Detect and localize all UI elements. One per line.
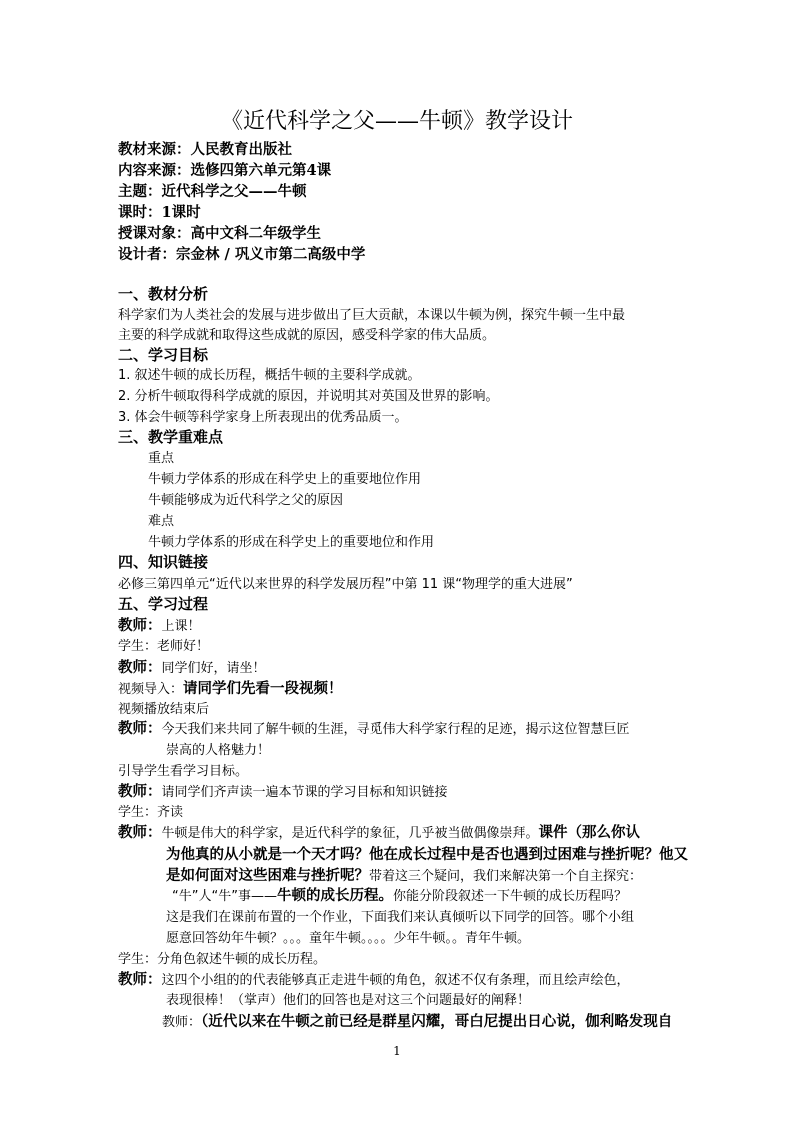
- dialogue-continuation: 崇高的人格魅力！: [166, 743, 271, 758]
- key-point-2: 牛顿能够成为近代科学之父的原因: [148, 493, 344, 508]
- dialogue-continuation: [172, 884, 627, 905]
- section-heading-5: 五、学习过程: [118, 595, 209, 613]
- dialogue-text: 这四个小组的的代表能够真正走进牛顿的角色，叙述不仅有条理，而且绘声绘色，: [161, 973, 630, 988]
- speaker-student: 学生：: [118, 639, 158, 654]
- dialogue-text: 老师好！: [157, 639, 210, 654]
- meta-designer: 设计者：宗金林 / 巩义市第二高级中学: [118, 246, 366, 263]
- video-end-line: 视频播放结束后: [118, 702, 210, 717]
- dialogue-line: [162, 1010, 672, 1031]
- meta-theme: 主题：近代科学之父——牛顿: [118, 183, 307, 200]
- dialogue-text: 同学们好，请坐！: [161, 661, 266, 676]
- video-prefix: 视频导入：: [118, 682, 184, 697]
- meta-source: 教材来源：人民教育出版社: [118, 141, 292, 158]
- section-heading-4: 四、知识链接: [118, 553, 209, 571]
- dialogue-line: [118, 968, 630, 989]
- dialogue-continuation: 愿意回答幼年牛顿？。。。童年牛顿。。。。少年牛顿。。青年牛顿。: [166, 931, 531, 946]
- objective-item-2: 2. 分析牛顿取得科学成就的原因，并说明其对英国及世界的影响。: [118, 389, 499, 404]
- meta-audience: 授课对象：高中文科二年级学生: [118, 225, 321, 242]
- dialogue-text: 分角色叙述牛顿的成长历程。: [157, 952, 327, 967]
- dialogue-line: [118, 717, 630, 738]
- dialogue-continuation: 这是我们在课前布置的一个作业，下面我们来认真倾听以下同学的回答。哪个小组: [166, 910, 635, 925]
- dialogue-line: [118, 780, 448, 801]
- speaker-teacher: 教师：: [118, 825, 162, 841]
- section-heading-1: 一、教材分析: [118, 285, 209, 303]
- dialogue-line: [118, 801, 183, 820]
- section-heading-2: 二、学习目标: [118, 346, 209, 364]
- key-label: 重点: [148, 451, 175, 466]
- objective-item-3: 3. 体会牛顿等科学家身上所表现出的优秀品质一。: [118, 410, 408, 425]
- dialogue-text: 上课！: [161, 619, 201, 634]
- video-bold-text: 请同学们先看一段视频！: [183, 681, 343, 697]
- guide-line: 引导学生看学习目标。: [118, 764, 249, 779]
- speaker-teacher: 教师：: [118, 618, 162, 634]
- meta-hours: 课时：1课时: [118, 204, 201, 221]
- dialogue-line: [118, 948, 326, 967]
- speaker-teacher: 教师：: [118, 784, 162, 800]
- hard-label: 难点: [148, 514, 175, 529]
- dialogue-line: [118, 656, 266, 677]
- dialogue-bold-text: 牛顿的成长历程。: [276, 888, 393, 904]
- dialogue-continuation: [166, 864, 642, 885]
- dialogue-line: [118, 614, 201, 635]
- key-point-1: 牛顿力学体系的形成在科学史上的重要地位作用: [148, 472, 422, 487]
- page-number: 1: [393, 1044, 401, 1058]
- document-title: 《近代科学之父——牛顿》教学设计: [220, 109, 573, 134]
- video-intro-line: [118, 677, 343, 698]
- dialogue-line: [118, 821, 640, 842]
- speaker-teacher-plain: 教师：: [162, 1015, 202, 1030]
- dialogue-continuation: 表现很棒！（掌声）他们的回答也是对这三个问题最好的阐释！: [166, 993, 531, 1008]
- dialogue-continuation: 为他真的从小就是一个天才吗？他在成长过程中是否也遇到过困难与挫折呢？他又: [166, 847, 688, 863]
- dialogue-bold-text: （近代以来在牛顿之前已经是群星闪耀，哥白尼提出日心说，伽利略发现自: [201, 1014, 673, 1030]
- dialogue-text: 今天我们来共同了解牛顿的生涯，寻觅伟大科学家行程的足迹，揭示这位智慧巨匠: [161, 722, 630, 737]
- speaker-teacher: 教师：: [118, 660, 162, 676]
- speaker-teacher: 教师：: [118, 721, 162, 737]
- speaker-student: 学生：: [118, 952, 158, 967]
- dialogue-line: [118, 635, 209, 654]
- sec1-line-2: 主要的科学成就和取得这些成就的原因，感受科学家的伟大品质。: [118, 328, 496, 343]
- dialogue-text: 你能分阶段叙述一下牛顿的成长历程吗？: [392, 889, 627, 904]
- sec1-line-1: 科学家们为人类社会的发展与进步做出了巨大贡献，本课以牛顿为例，探究牛顿一生中最: [118, 308, 626, 323]
- dialogue-text: 请同学们齐声读一遍本节课的学习目标和知识链接: [161, 785, 448, 800]
- dialogue-text: “牛”人“牛”事——: [172, 889, 277, 904]
- objective-item-1: 1. 叙述牛顿的成长历程，概括牛顿的主要科学成就。: [118, 368, 421, 383]
- hard-point-1: 牛顿力学体系的形成在科学史上的重要地位和作用: [148, 535, 435, 550]
- dialogue-text: 带着这三个疑问，我们来解决第一个自主探究：: [369, 869, 643, 884]
- dialogue-text: 齐读: [157, 805, 184, 820]
- speaker-teacher: 教师：: [118, 972, 162, 988]
- section-heading-3: 三、教学重难点: [118, 428, 224, 446]
- meta-content-source: 内容来源：选修四第六单元第4课: [118, 162, 332, 179]
- knowledge-link-line: 必修三第四单元“近代以来世界的科学发展历程”中第 11 课“物理学的重大进展”: [118, 577, 573, 592]
- dialogue-text: 牛顿是伟大的科学家，是近代科学的象征，几乎被当做偶像崇拜。: [161, 826, 539, 841]
- speaker-student: 学生：: [118, 805, 158, 820]
- dialogue-bold-text: 课件（那么你认: [538, 825, 641, 841]
- dialogue-bold-text: 是如何面对这些困难与挫折呢？: [166, 868, 369, 884]
